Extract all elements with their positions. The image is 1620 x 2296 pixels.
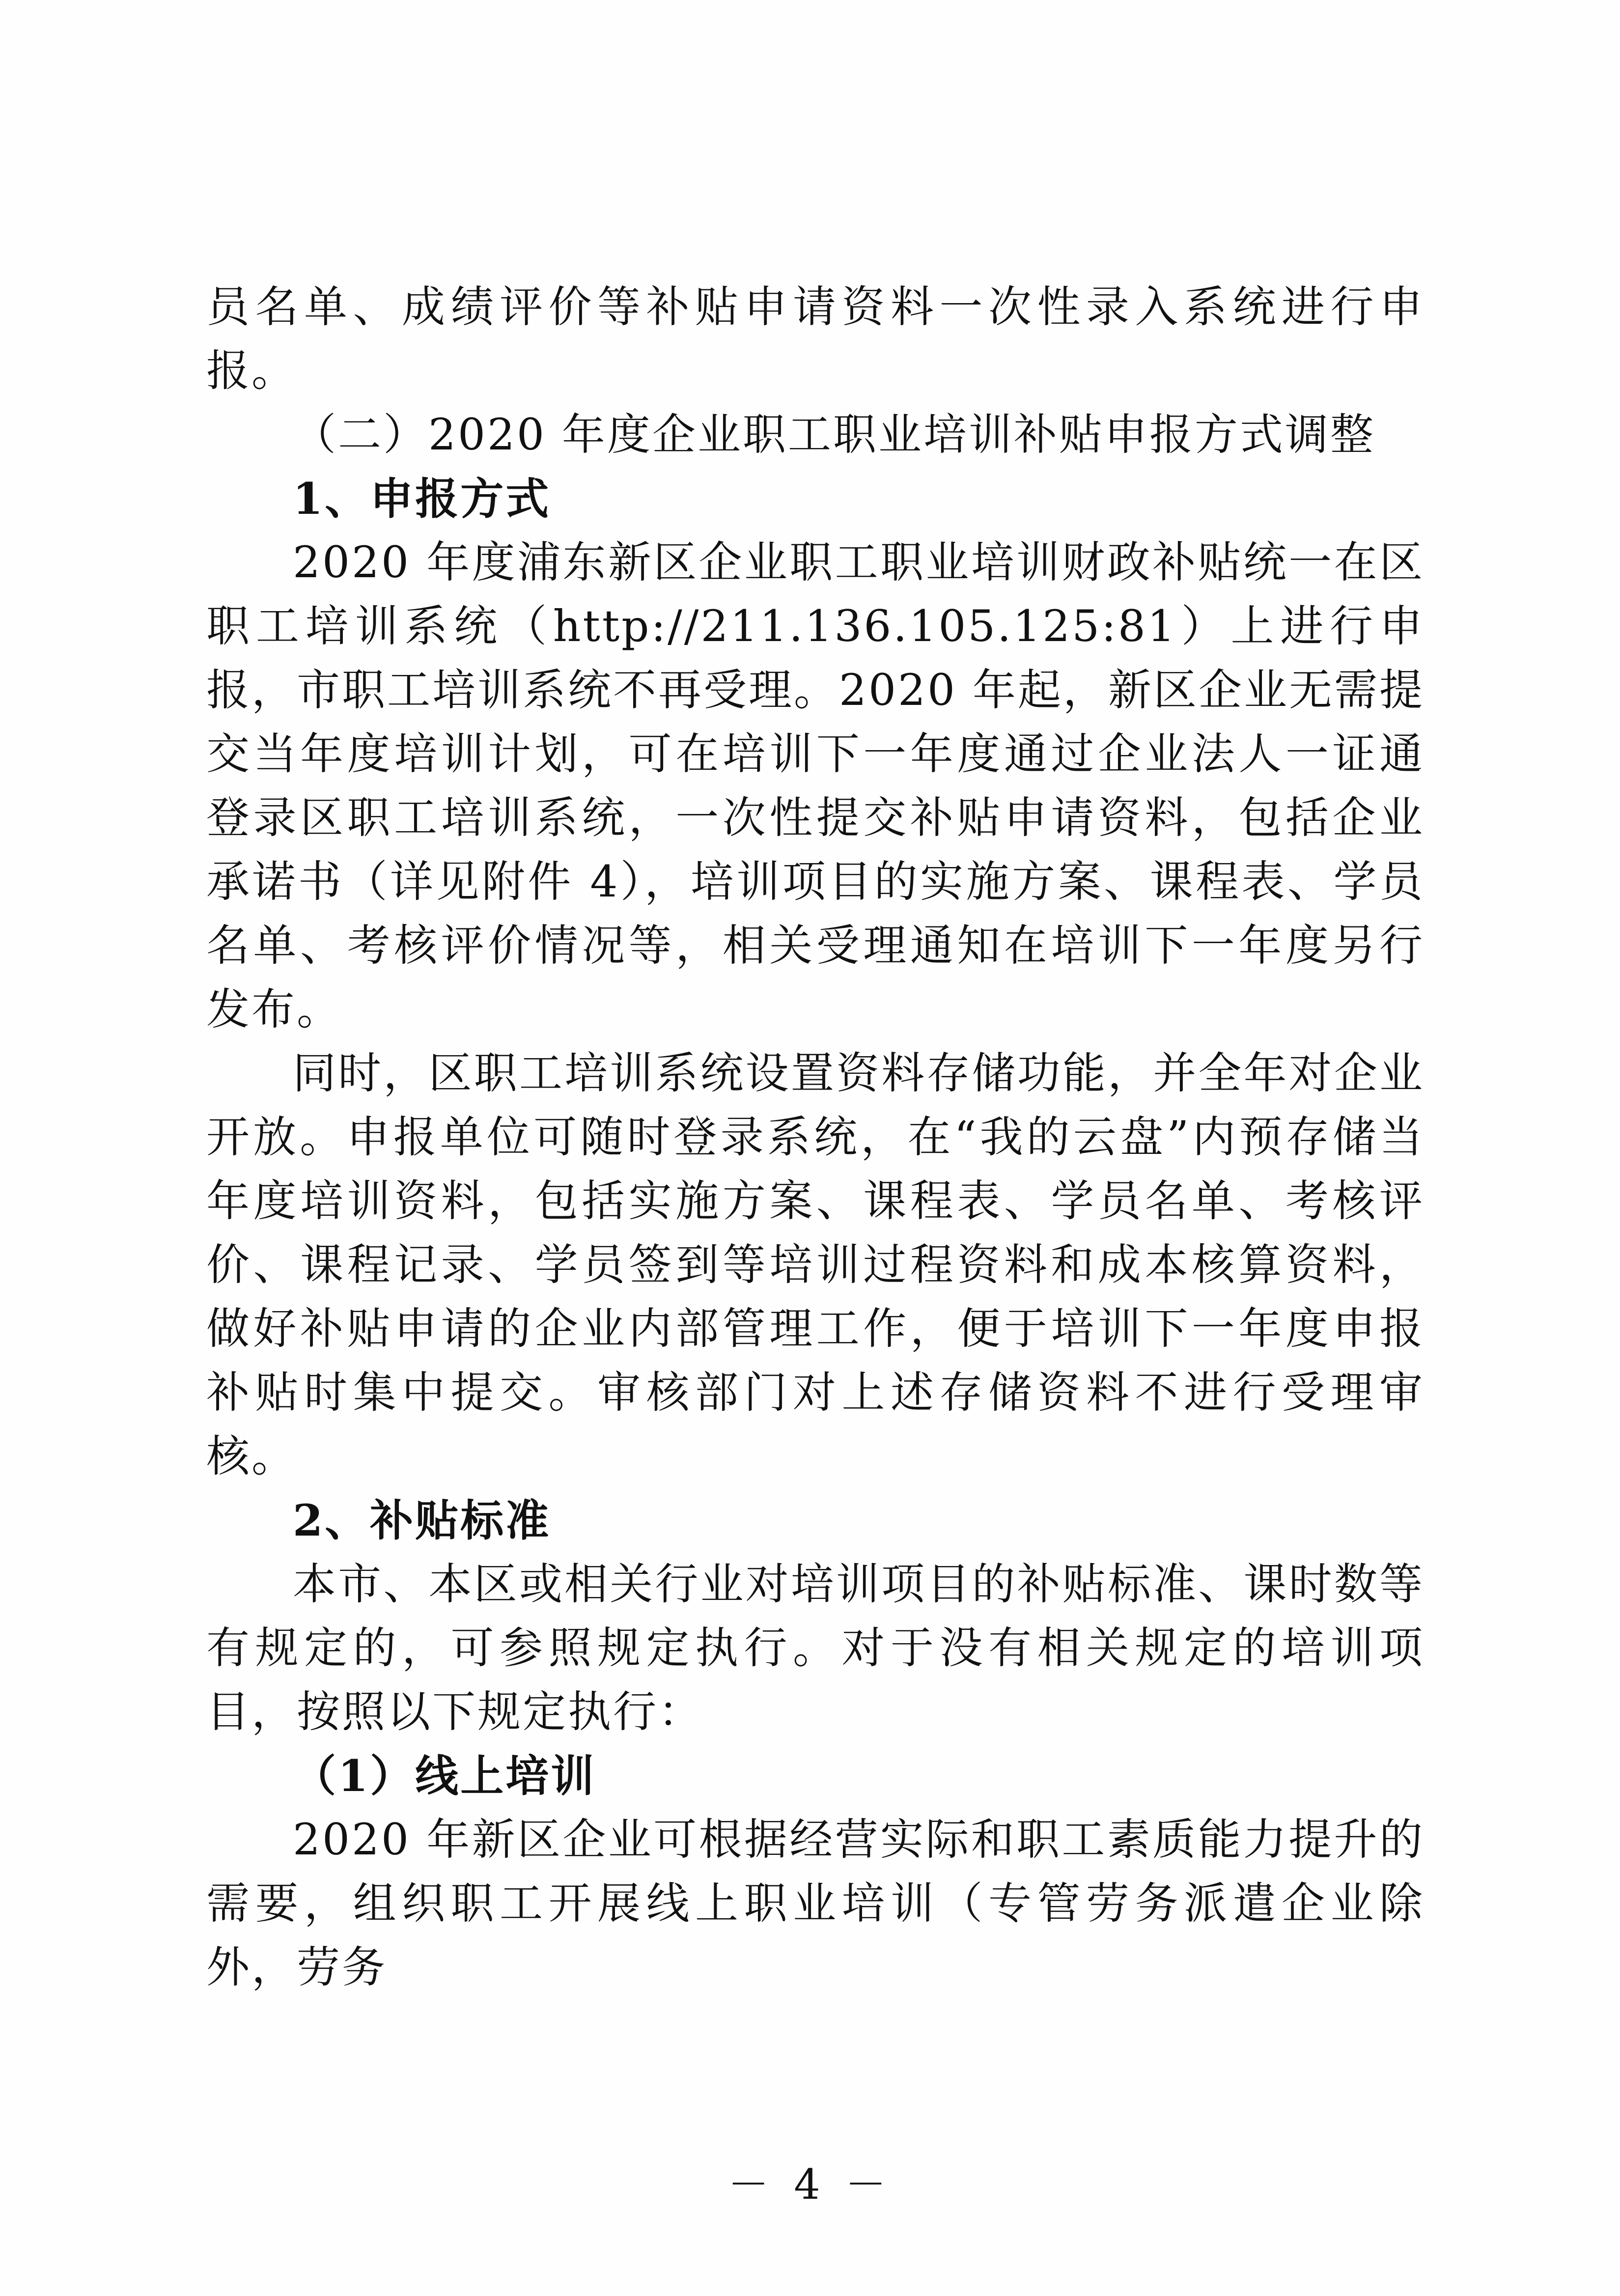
subsection-heading-subsidy-standard: 2、补贴标准 <box>293 1495 551 1546</box>
item-heading-online-training: （1）线上培训 <box>293 1750 596 1801</box>
paragraph-storage-function: 同时，区职工培训系统设置资料存储功能，并全年对企业开放。申报单位可随时登录系统，在“我的云盘”内预存储当年度培训资料，包括实施方案、课程表、学员名单、考核评价、课程记录、学员签到等培训过程资料和成本核算资料，做好补贴申请的企业内部管理工作，便于培训下一年度申报补贴时集中提交。审核部门对上述存储资料不进行受理审核。 <box>206 1048 1424 1482</box>
subsection-heading-declaration-method: 1、申报方式 <box>293 473 551 524</box>
section-heading: （二）2020 年度企业职工职业培训补贴申报方式调整 <box>293 409 1375 460</box>
paragraph-online-training: 2020 年新区企业可根据经营实际和职工素质能力提升的需要，组织职工开展线上职业培训（专管劳务派遣企业除外，劳务 <box>206 1814 1424 1992</box>
document-body <box>206 275 1424 1999</box>
paragraph-declaration-method: 2020 年度浦东新区企业职工职业培训财政补贴统一在区职工培训系统（http://211.136.105.125:81）上进行申报，市职工培训系统不再受理。2020 年起，新区企业无需提交当年度培训计划，可在培训下一年度通过企业法人一证通登录区职工培训系统，一次性提交补贴申请资料，包括企业承诺书（详见附件 4），培训项目的实施方案、课程表、学员名单、考核评价情况等，相关受理通知在培训下一年度另行发布。 <box>206 537 1424 1035</box>
page-number: － 4 － <box>727 2160 893 2209</box>
continuation-paragraph: 员名单、成绩评价等补贴申请资料一次性录入系统进行申报。 <box>206 281 1424 396</box>
paragraph-subsidy-standard: 本市、本区或相关行业对培训项目的补贴标准、课时数等有规定的，可参照规定执行。对于没有相关规定的培训项目，按照以下规定执行： <box>206 1559 1424 1737</box>
